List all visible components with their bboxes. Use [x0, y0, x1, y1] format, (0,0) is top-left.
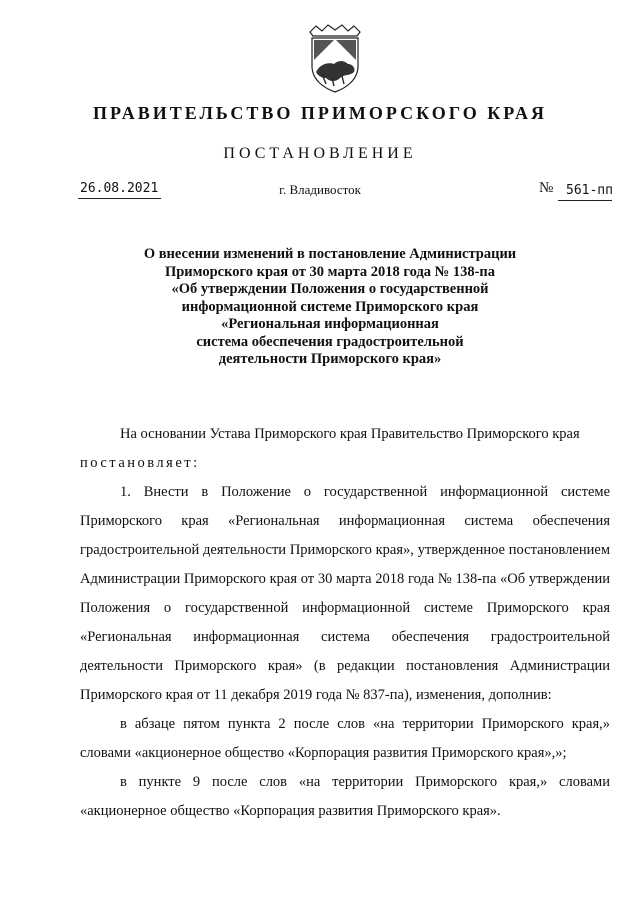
title-line: «Региональная информационная	[221, 316, 439, 332]
title-line: «Об утверждении Положения о государственной	[171, 281, 489, 297]
title-line: О внесении изменений в постановление Администрации	[143, 246, 517, 262]
subitem-1-paragraph: в абзаце пятом пункта 2 после слов «на территории Приморского края,» словами «акционерное общество «Корпорация развития Приморского края»,»;	[80, 716, 610, 761]
document-number: 561-пп	[566, 183, 613, 198]
document-city: г. Владивосток	[279, 182, 361, 197]
document-date: 26.08.2021	[80, 181, 159, 196]
subitem-2-paragraph: в пункте 9 после слов «на территории Приморского края,» словами «акционерное общество «Корпорация развития Приморского края».	[80, 774, 610, 819]
document-type: ПОСТАНОВЛЕНИЕ	[223, 145, 417, 162]
title-line: система обеспечения градостроительной	[196, 333, 464, 350]
coat-of-arms-emblem	[304, 22, 366, 94]
number-sign: №	[539, 180, 554, 196]
basis-paragraph: На основании Устава Приморского края Правительство Приморского края	[120, 426, 580, 442]
document-body	[80, 420, 610, 826]
title-line: деятельности Приморского края»	[218, 351, 442, 367]
title-line: информационной системе Приморского края	[181, 298, 479, 315]
decree-word: постановляет:	[80, 455, 200, 471]
document-title	[110, 246, 550, 369]
date-underline	[78, 198, 161, 199]
item-1-paragraph: 1. Внести в Положение о государственной информационной системе Приморского края «Региональная информационная система обеспечения градостроительной деятельности Приморского края», утвержденное постановлением Администрации Приморского края от 30 марта 2018 года № 138-па «Об утверждении Положения о государственной информационной системе Приморского края «Региональная информационная система обеспечения градостроительной деятельности Приморского края» (в редакции постановления Администрации Приморского края от 11 декабря 2019 года № 837-па), изменения, дополнив:	[80, 484, 610, 703]
government-title: ПРАВИТЕЛЬСТВО ПРИМОРСКОГО КРАЯ	[93, 103, 547, 123]
title-line: Приморского края от 30 марта 2018 года № 138-па	[164, 263, 496, 280]
number-underline	[558, 200, 612, 201]
